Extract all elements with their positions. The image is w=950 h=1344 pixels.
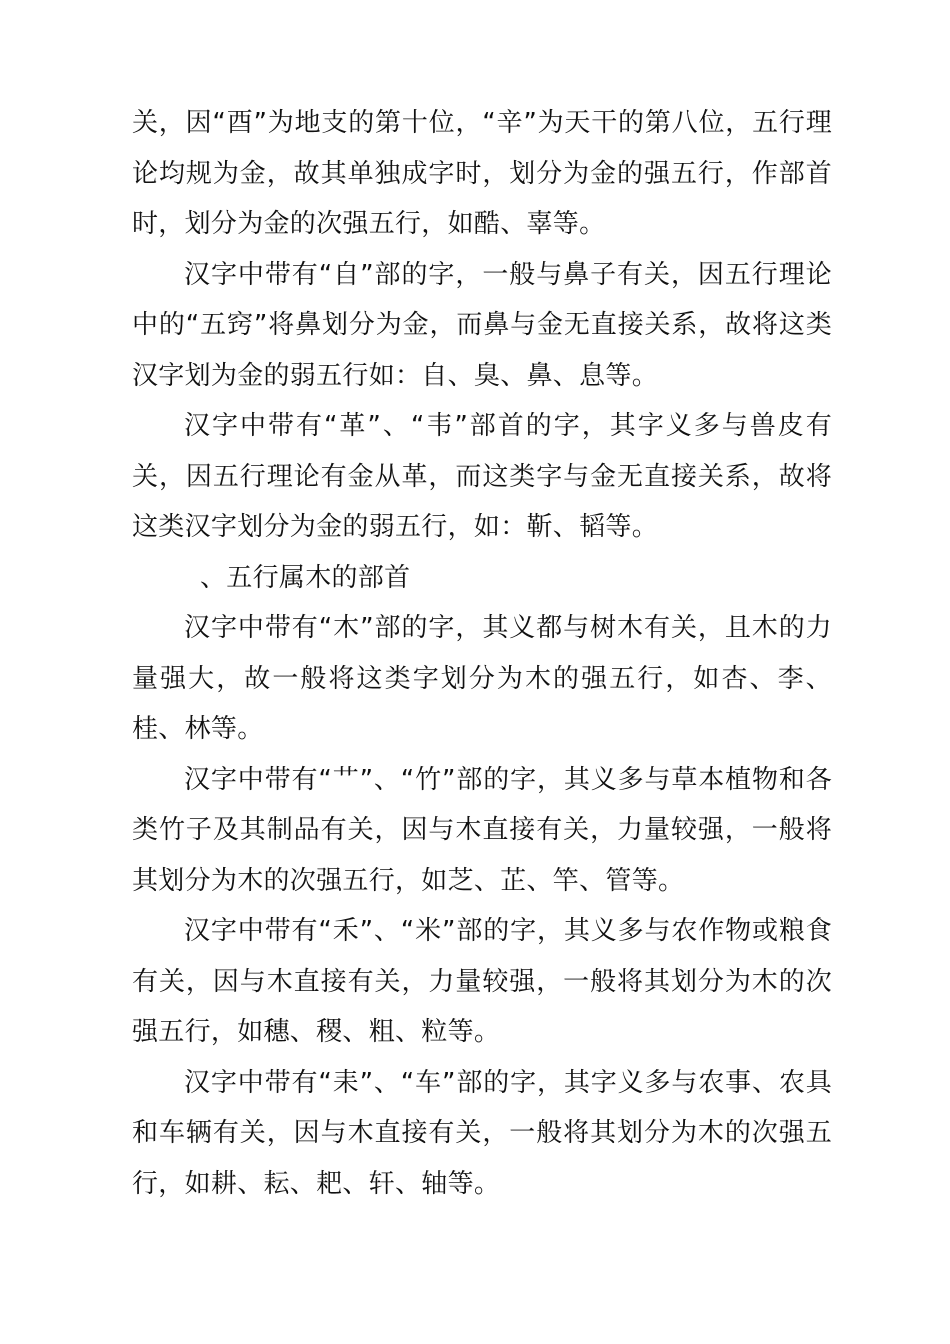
paragraph-metal-ge-wei: 汉字中带有“革”、“韦”部首的字，其字义多与兽皮有关，因五行理论有金从革，而这类字与金无直接关系，故将这类汉字划分为金的弱五行，如：靳、韬等。: [132, 411, 832, 542]
paragraph-wood-lei-che: 汉字中带有“耒”、“车”部的字，其字义多与农事、农具和车辆有关，因与木直接有关，一般将其划分为木的次强五行，如耕、耘、耙、轩、轴等。: [132, 1067, 832, 1199]
paragraph-wood-mu: 汉字中带有“木”部的字，其义都与树木有关，且木的力量强大，故一般将这类字划分为木的强五行，如杏、李、桂、林等。: [132, 613, 832, 744]
paragraph-wood-he-mi: 汉字中带有“禾”、“米”部的字，其义多与农作物或粮食有关，因与木直接有关，力量较强，一般将其划分为木的次强五行，如穗、稷、粗、粒等。: [132, 916, 832, 1047]
paragraph-metal-you-xin: 关，因“酉”为地支的第十位，“辛”为天干的第八位，五行理论均规为金，故其单独成字时，划分为金的强五行，作部首时，划分为金的次强五行，如酷、辜等。: [132, 108, 832, 239]
paragraph-wood-cao-zhu: 汉字中带有“艹”、“竹”部的字，其义多与草本植物和各类竹子及其制品有关，因与木直接有关，力量较强，一般将其划分为木的次强五行，如芝、芷、竿、管等。: [132, 764, 832, 896]
section-heading-wood-radicals: 、五行属木的部首: [200, 562, 411, 593]
paragraph-metal-zi: 汉字中带有“自”部的字，一般与鼻子有关，因五行理论中的“五窍”将鼻划分为金，而鼻与金无直接关系，故将这类汉字划为金的弱五行如：自、臭、鼻、息等。: [132, 259, 832, 391]
document-body: [132, 98, 832, 1209]
